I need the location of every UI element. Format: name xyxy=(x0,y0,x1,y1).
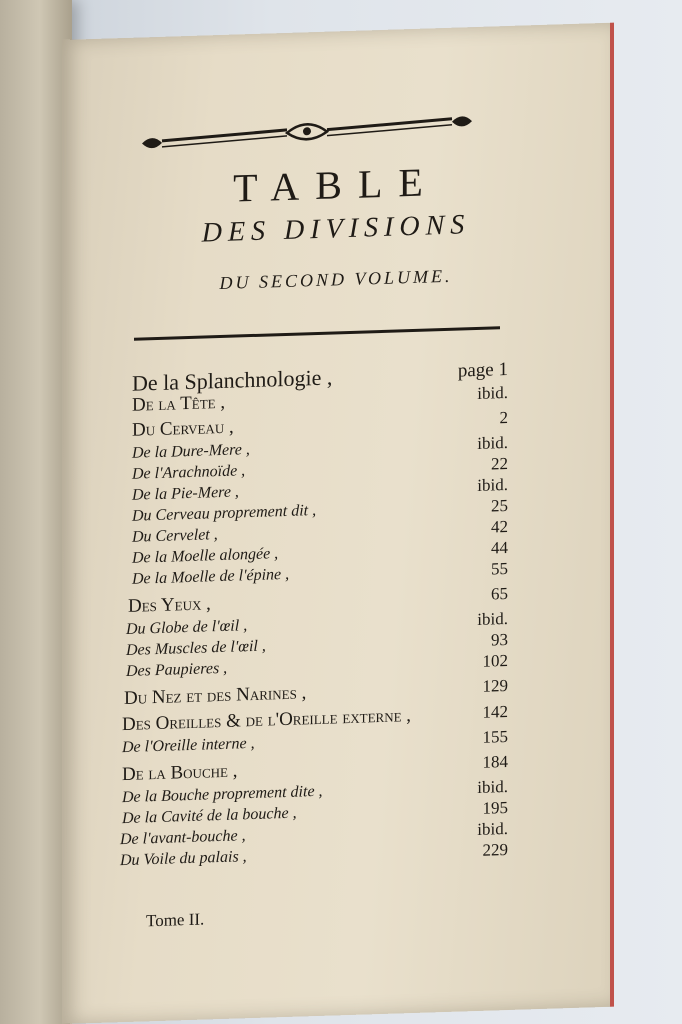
toc-entry-label: Des Paupieres , xyxy=(126,659,228,680)
toc-entry-label: De la Tête , xyxy=(132,391,226,416)
toc-entry-label: Des Yeux , xyxy=(128,593,211,617)
title-volume: DU SECOND VOLUME. xyxy=(219,265,453,294)
toc-entry-label: De la Bouche , xyxy=(122,760,238,786)
toc-entry-label: Du Cervelet , xyxy=(132,526,218,546)
title-rule xyxy=(134,326,500,341)
book-page xyxy=(62,23,614,1024)
toc-entry-label: De la Dure-Mere , xyxy=(132,441,250,462)
toc-entry-page: 25 xyxy=(491,495,508,516)
toc-entry-label: Des Oreilles & de l'Oreille externe , xyxy=(122,705,412,736)
toc-entry-label: Du Globe de l'œil , xyxy=(126,617,248,638)
toc-entry-label: De la Moelle alongée , xyxy=(132,545,279,567)
toc-entry-page: 2 xyxy=(499,407,508,428)
toc-entry-label: Du Nez et des Narines , xyxy=(124,682,307,710)
toc-entry-label: Du Cerveau , xyxy=(132,416,234,441)
signature-mark: Tome II. xyxy=(146,909,205,931)
toc-entry-label: De la Cavité de la bouche , xyxy=(122,804,297,828)
toc-entry-page: 102 xyxy=(482,650,508,671)
toc-entry-label: De l'Arachnoïde , xyxy=(132,462,246,483)
toc-entry-page: ibid. xyxy=(477,608,508,629)
toc-entry-label: De l'avant-bouche , xyxy=(120,827,246,849)
title-table: TABLE xyxy=(233,159,439,211)
toc-entry-page: 42 xyxy=(491,516,508,537)
toc-entry-page: 129 xyxy=(482,675,508,696)
toc-entry-page: ibid. xyxy=(477,432,508,453)
title-divisions: DES DIVISIONS xyxy=(201,209,471,249)
toc-entry-label: De la Pie-Mere , xyxy=(132,483,239,504)
toc-entry-page: 44 xyxy=(491,537,508,558)
toc-entry-page: 229 xyxy=(482,839,508,860)
toc-entry-label: De la Splanchnologie , xyxy=(132,364,333,396)
toc-entry-label: Du Voile du palais , xyxy=(120,848,247,870)
toc-entry-page: ibid. xyxy=(477,776,508,797)
toc-entry-page: 195 xyxy=(482,797,508,818)
toc-entry-page: 55 xyxy=(491,558,508,579)
toc-entry-page: 142 xyxy=(482,701,508,722)
ornament-band xyxy=(132,107,482,158)
toc-entry-page: 22 xyxy=(491,453,508,474)
toc-entry-label: Des Muscles de l'œil , xyxy=(126,637,266,659)
toc-entry-label: De la Bouche proprement dite , xyxy=(122,782,323,807)
toc-entry-page: ibid. xyxy=(477,818,508,839)
toc-entry-label: Du Cerveau proprement dit , xyxy=(132,502,317,525)
toc-entry-page: ibid. xyxy=(477,474,508,495)
toc-entry-label: De l'Oreille interne , xyxy=(122,734,255,757)
toc-entry-page: 155 xyxy=(482,726,508,747)
toc-entry-label: De la Moelle de l'épine , xyxy=(132,565,290,588)
toc-entry-page: 93 xyxy=(491,629,508,650)
toc-entry-page: ibid. xyxy=(477,382,508,403)
toc-entry-page: 184 xyxy=(482,751,508,772)
toc-entry-page: page 1 xyxy=(457,358,508,382)
toc-entry-page: 65 xyxy=(491,583,508,604)
